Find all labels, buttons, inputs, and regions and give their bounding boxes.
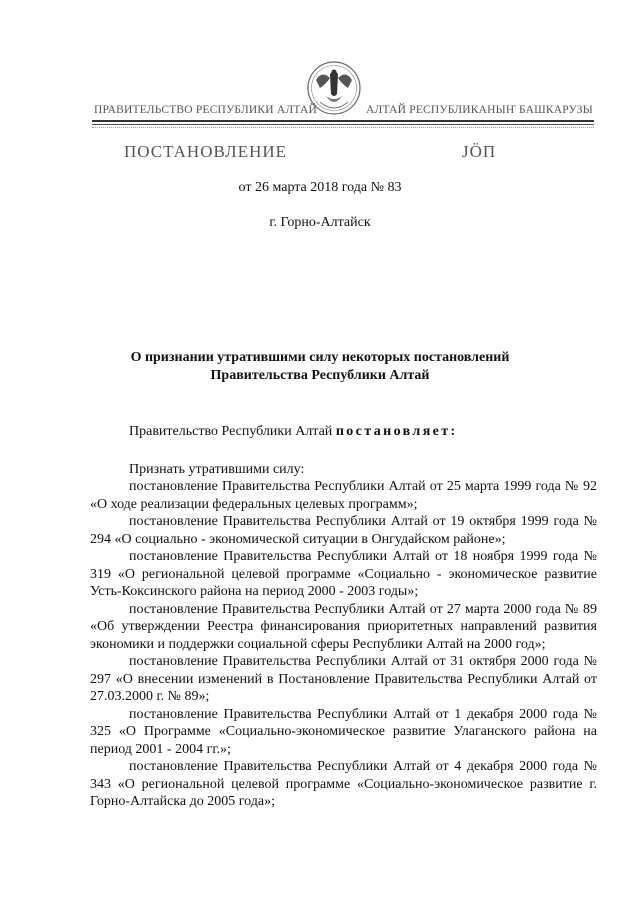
list-item: постановление Правительства Республики Алтай от 4 декабря 2000 года № 343 «О региональной целевой программе «Социально-экономическое развитие г. Горно-Алтайска до 2005 года»; <box>90 759 597 809</box>
decree-statement <box>90 423 597 441</box>
list-item: постановление Правительства Республики Алтай от 1 декабря 2000 года № 325 «О Программе «Социально-экономическое развитие Улаганского района на период 2001 - 2004 гг.»; <box>90 706 597 757</box>
document-type-ru: ПОСТАНОВЛЕНИЕ <box>124 142 288 161</box>
list-item: постановление Правительства Республики Алтай от 25 марта 1999 года № 92 «О ходе реализации федеральных целевых программ»; <box>90 479 597 512</box>
header-rule-dotted <box>92 127 594 128</box>
document-title-line-2: Правительства Республики Алтай <box>210 368 430 383</box>
header-government-name-ru: ПРАВИТЕЛЬСТВО РЕСПУБЛИКИ АЛТАЙ <box>94 104 318 116</box>
document-title-line-1: О признании утратившими силу некоторых постановлений <box>130 350 510 365</box>
decree-subject: Правительство Республики Алтай <box>129 424 336 439</box>
header-government-name-alt: АЛТАЙ РЕСПУБЛИКАНЫҤ БАШКАРУЗЫ <box>366 104 593 116</box>
list-item: постановление Правительства Республики Алтай от 31 октября 2000 года № 297 «О внесении изменений в Постановление Правительства Республики Алтай от 27.03.2000 г. № 89»; <box>90 654 597 704</box>
list-item: постановление Правительства Республики Алтай от 27 марта 2000 года № 89 «Об утверждении Реестра финансирования приоритетных направлений развития экономики и поддержки социальной сферы Республики Алтай на 2000 год»; <box>90 601 597 652</box>
header-rule-thin <box>92 124 594 125</box>
document-title <box>120 349 520 385</box>
decree-verb: постановляет: <box>335 424 458 439</box>
document-date-number: от 26 марта 2018 года № 83 <box>238 180 402 195</box>
list-item: постановление Правительства Республики Алтай от 19 октября 1999 года № 294 «О социально - экономической ситуации в Онгудайском районе»; <box>90 514 597 547</box>
document-type-alt: ЈÖП <box>462 142 497 161</box>
intro-paragraph: Признать утратившими силу: <box>129 461 305 477</box>
document-city: г. Горно-Алтайск <box>269 215 371 230</box>
list-item: постановление Правительства Республики Алтай от 18 ноября 1999 года № 319 «О региональной целевой программе «Социально - экономическое развитие Усть-Коксинского района на период 2000 - 2003 годы»; <box>90 549 597 599</box>
document-body <box>90 423 597 811</box>
header-rule-thick <box>92 120 594 122</box>
